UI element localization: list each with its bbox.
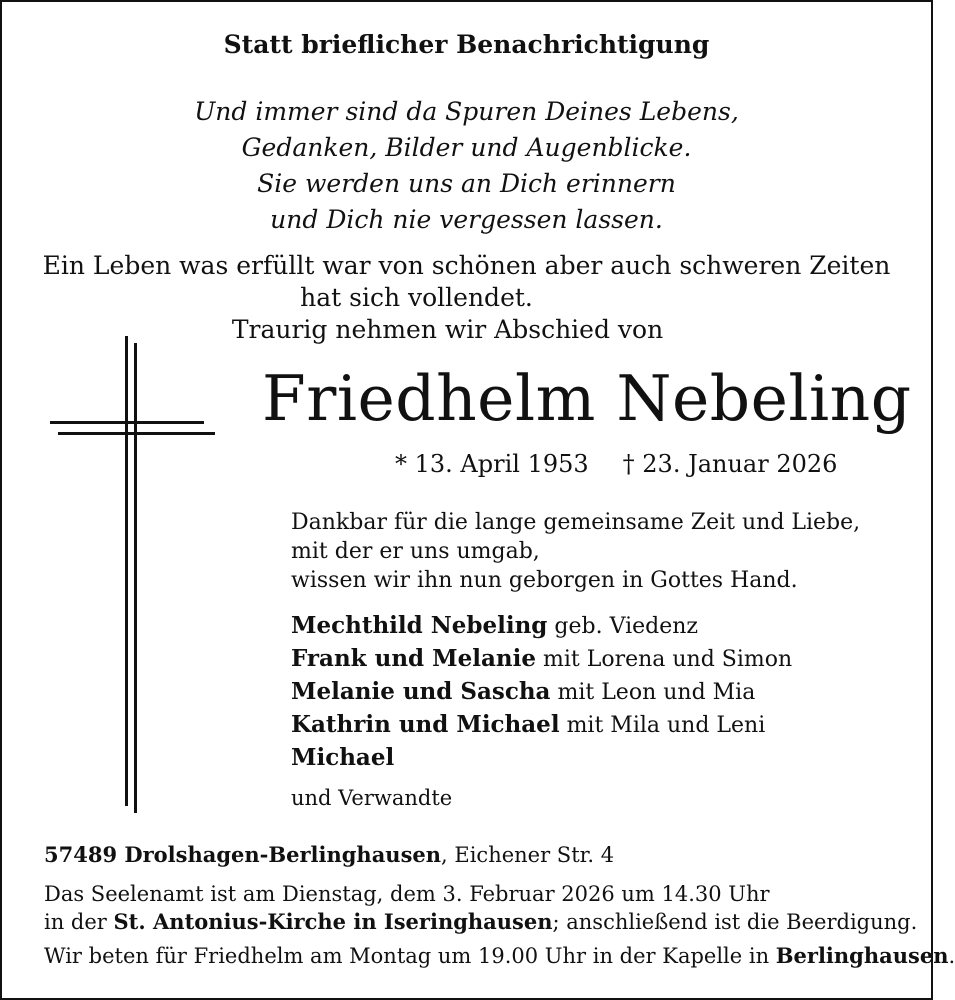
thanks-text [291,508,860,595]
intro-line: hat sich vollendet. [300,283,533,312]
intro-text [0,250,933,346]
mourner-entry [291,610,792,643]
cross-vertical-bar [125,336,128,806]
mourner-name: Frank und Melanie [291,645,536,672]
mourner-name: Mechthild Nebeling [291,612,548,639]
prayer-place: Berlinghausen [775,943,949,968]
intro-line: Ein Leben was erfüllt war von schönen aber auch schweren Zeiten [42,251,891,280]
mourner-note: mit Leon und Mia [557,680,756,705]
service-suffix: ; anschließend ist die Beerdigung. [552,910,918,934]
mourner-entry [291,643,792,676]
mourner-entry [291,742,792,775]
service-line [44,908,917,936]
mourner-note: geb. Viedenz [554,614,698,639]
cross-vertical-bar [134,343,137,813]
poem-line: Sie werden uns an Dich erinnern [257,169,676,198]
mourner-name: Melanie und Sascha [291,678,551,705]
thanks-line: wissen wir ihn nun geborgen in Gottes Hand. [291,568,798,593]
mourners-list [291,610,792,775]
funeral-service-info [44,880,917,936]
mourner-name: Kathrin und Michael [291,711,560,738]
mourning-address [44,842,614,867]
relatives-text: und Verwandte [291,786,453,810]
prayer-info [44,943,955,968]
mourner-note: mit Lorena und Simon [542,647,793,672]
service-prefix: in der [44,910,114,934]
mourner-entry [291,676,792,709]
mourner-name: Michael [291,744,395,771]
intro-line: Traurig nehmen wir Abschied von [231,315,664,344]
address-place: 57489 Drolshagen-Berlinghausen [44,842,442,867]
birth-date: * 13. April 1953 [395,450,589,478]
mourner-entry [291,709,792,742]
cross-horizontal-bar [50,421,204,424]
poem [0,94,933,238]
cross-horizontal-bar [58,432,215,435]
notice-header: Statt brieflicher Benachrichtigung [223,30,710,59]
poem-line: Gedanken, Bilder und Augenblicke. [241,133,692,162]
poem-line: Und immer sind da Spuren Deines Lebens, [194,97,739,126]
church-name: St. Antonius-Kirche in Iseringhausen [113,909,553,934]
death-date: † 23. Januar 2026 [622,450,838,478]
deceased-name: Friedhelm Nebeling [262,362,912,435]
prayer-text: Wir beten für Friedhelm am Montag um 19.00 Uhr in der Kapelle in [44,944,776,968]
poem-line: und Dich nie vergessen lassen. [270,205,663,234]
address-street: , Eichener Str. 4 [441,843,615,867]
thanks-line: Dankbar für die lange gemeinsame Zeit und Liebe, [291,510,861,535]
service-line: Das Seelenamt ist am Dienstag, dem 3. Februar 2026 um 14.30 Uhr [44,882,770,906]
mourner-note: mit Mila und Leni [566,713,766,738]
prayer-end: . [948,944,955,968]
life-dates [395,450,837,478]
thanks-line: mit der er uns umgab, [291,539,540,564]
